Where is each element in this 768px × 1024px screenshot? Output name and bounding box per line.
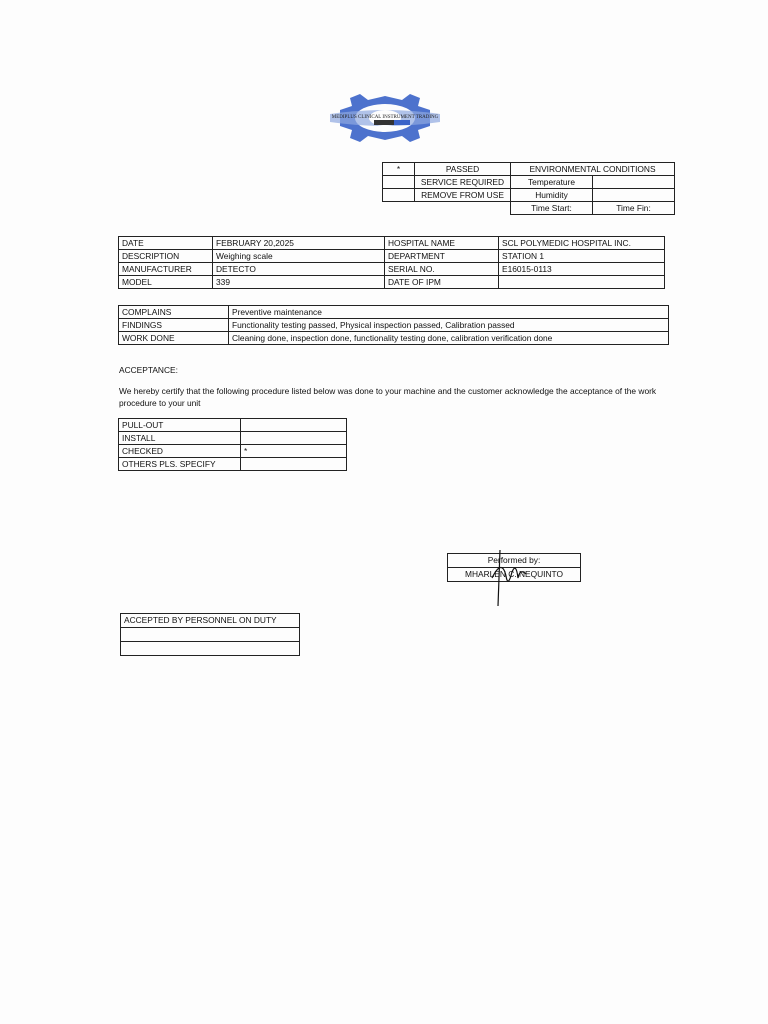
checked-mark[interactable]: * [241,445,347,458]
performed-by-label: Performed by: [448,554,581,568]
status-mark-remove-from-use[interactable] [383,189,415,202]
model-label: MODEL [119,276,213,289]
env-conditions-heading: ENVIRONMENTAL CONDITIONS [511,163,675,176]
logo-text: MEDIPLUS CLINICAL INSTRUMENT TRADING [331,115,439,120]
accepted-by-label: ACCEPTED BY PERSONNEL ON DUTY [121,614,300,628]
description-value[interactable]: Weighing scale [213,250,385,263]
procedure-checklist-table [118,418,347,471]
table-row [121,614,300,628]
table-row [121,642,300,656]
equipment-info-table [118,236,665,289]
table-row [119,432,347,445]
status-passed-label: PASSED [415,163,511,176]
temperature-value[interactable] [593,176,675,189]
model-value[interactable]: 339 [213,276,385,289]
findings-label: FINDINGS [119,319,229,332]
date-of-ipm-label: DATE OF IPM [385,276,499,289]
serial-no-label: SERIAL NO. [385,263,499,276]
complains-value[interactable]: Preventive maintenance [229,306,669,319]
manufacturer-value[interactable]: DETECTO [213,263,385,276]
status-remove-from-use-label: REMOVE FROM USE [415,189,511,202]
pull-out-label: PULL-OUT [119,419,241,432]
others-specify-label: OTHERS PLS. SPECIFY [119,458,241,471]
pull-out-mark[interactable] [241,419,347,432]
table-row [119,250,665,263]
install-mark[interactable] [241,432,347,445]
table-row [119,276,665,289]
time-fin-label: Time Fin: [593,202,675,215]
work-done-value[interactable]: Cleaning done, inspection done, functionality testing done, calibration verification done [229,332,669,345]
time-start-label: Time Start: [511,202,593,215]
table-row [383,163,675,176]
department-value[interactable]: STATION 1 [499,250,665,263]
work-done-label: WORK DONE [119,332,229,345]
table-row [119,419,347,432]
performed-by-name[interactable]: MHARLEN C. NEQUINTO [448,568,581,582]
status-table [382,162,675,215]
signature-icon [488,548,528,608]
table-row [119,319,669,332]
accepted-by-name[interactable] [121,642,300,656]
checked-label: CHECKED [119,445,241,458]
temperature-label: Temperature [511,176,593,189]
complains-label: COMPLAINS [119,306,229,319]
hospital-name-value[interactable]: SCL POLYMEDIC HOSPITAL INC. [499,237,665,250]
department-label: DEPARTMENT [385,250,499,263]
table-row [383,189,675,202]
service-details-table [118,305,669,345]
manufacturer-label: MANUFACTURER [119,263,213,276]
table-row [119,458,347,471]
table-row [119,332,669,345]
table-row [383,202,675,215]
table-row [119,263,665,276]
accepted-by-table [120,613,300,656]
table-row [119,237,665,250]
table-row [119,445,347,458]
humidity-value[interactable] [593,189,675,202]
acceptance-heading: ACCEPTANCE: [119,365,178,375]
serial-no-value[interactable]: E16015-0113 [499,263,665,276]
table-row [119,306,669,319]
install-label: INSTALL [119,432,241,445]
humidity-label: Humidity [511,189,593,202]
hospital-name-label: HOSPITAL NAME [385,237,499,250]
description-label: DESCRIPTION [119,250,213,263]
accepted-by-signature[interactable] [121,628,300,642]
date-label: DATE [119,237,213,250]
status-service-required-label: SERVICE REQUIRED [415,176,511,189]
status-mark-service-required[interactable] [383,176,415,189]
table-row [121,628,300,642]
table-row [383,176,675,189]
findings-value[interactable]: Functionality testing passed, Physical inspection passed, Calibration passed [229,319,669,332]
others-specify-mark[interactable] [241,458,347,471]
date-of-ipm-value[interactable] [499,276,665,289]
date-value[interactable]: FEBRUARY 20,2025 [213,237,385,250]
acceptance-statement: We hereby certify that the following procedure listed below was done to your machine and the customer acknowledge the acceptance of the work procedure to your unit [119,386,657,408]
status-mark-passed[interactable]: * [383,163,415,176]
gear-logo-icon [290,92,480,144]
